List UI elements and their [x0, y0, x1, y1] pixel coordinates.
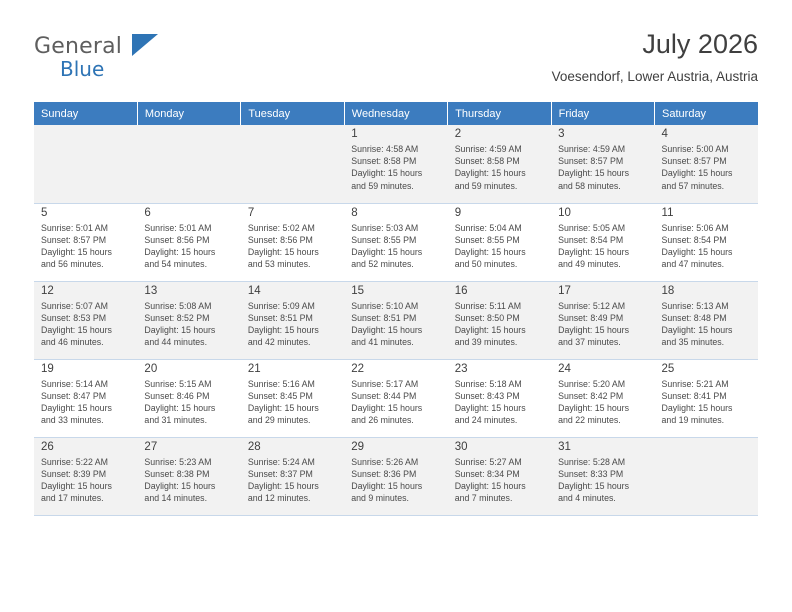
calendar-day-cell	[137, 281, 240, 359]
weekday-header-saturday: Saturday	[655, 102, 758, 125]
day-daylight-line: and 17 minutes.	[41, 493, 104, 504]
weekday-header-row	[34, 102, 758, 125]
day-number: 26	[41, 440, 54, 453]
calendar-day-cell	[448, 437, 551, 515]
day-number: 1	[351, 128, 358, 140]
day-daylight-line: and 29 minutes.	[247, 415, 311, 426]
day-sunset-line: Sunset: 8:38 PM	[144, 468, 210, 479]
calendar-day-cell	[655, 203, 758, 281]
weekday-header-thursday: Thursday	[448, 102, 551, 125]
day-daylight-line: Daylight: 15 hours	[144, 246, 216, 257]
calendar-day-cell	[34, 203, 137, 281]
day-sunrise-line: Sunrise: 5:18 AM	[454, 378, 522, 389]
day-sunrise-line: Sunrise: 5:07 AM	[41, 300, 108, 311]
day-daylight-line: and 35 minutes.	[661, 337, 725, 348]
day-number: 5	[41, 206, 48, 219]
day-daylight-line: Daylight: 15 hours	[41, 246, 112, 257]
day-sun-info	[144, 456, 234, 505]
day-daylight-line: Daylight: 15 hours	[661, 168, 733, 179]
calendar-day-cell	[655, 125, 758, 203]
calendar-day-cell	[448, 203, 551, 281]
day-sunset-line: Sunset: 8:47 PM	[41, 390, 107, 401]
day-sunrise-line: Sunrise: 5:16 AM	[247, 378, 315, 389]
day-daylight-line: Daylight: 15 hours	[558, 402, 630, 413]
day-sunrise-line: Sunrise: 5:01 AM	[144, 222, 212, 233]
day-daylight-line: Daylight: 15 hours	[454, 402, 526, 413]
day-number: 3	[558, 128, 565, 140]
day-sunrise-line: Sunrise: 5:28 AM	[558, 456, 626, 467]
day-sunset-line: Sunset: 8:53 PM	[41, 312, 107, 323]
day-number: 11	[661, 206, 674, 219]
calendar-week-row	[34, 281, 758, 359]
day-daylight-line: Daylight: 15 hours	[454, 324, 526, 335]
calendar-day-cell-empty	[34, 125, 137, 203]
day-sunrise-line: Sunrise: 5:14 AM	[41, 378, 108, 389]
day-daylight-line: and 4 minutes.	[558, 493, 616, 504]
day-daylight-line: and 42 minutes.	[247, 337, 311, 348]
calendar-day-cell-empty	[655, 437, 758, 515]
day-number: 24	[558, 362, 571, 375]
day-daylight-line: Daylight: 15 hours	[351, 480, 423, 491]
day-sunset-line: Sunset: 8:55 PM	[351, 234, 417, 245]
calendar-day-cell	[551, 359, 654, 437]
day-daylight-line: Daylight: 15 hours	[351, 246, 423, 257]
calendar-day-cell	[241, 359, 344, 437]
day-sunset-line: Sunset: 8:58 PM	[454, 156, 520, 167]
calendar-day-cell-empty	[137, 125, 240, 203]
day-sun-info	[662, 378, 752, 427]
day-daylight-line: Daylight: 15 hours	[247, 324, 319, 335]
day-sunset-line: Sunset: 8:54 PM	[558, 234, 624, 245]
day-sunset-line: Sunset: 8:37 PM	[247, 468, 313, 479]
day-sunrise-line: Sunrise: 4:59 AM	[454, 144, 522, 154]
day-sunset-line: Sunset: 8:49 PM	[558, 312, 624, 323]
day-daylight-line: Daylight: 15 hours	[661, 246, 733, 257]
day-sunset-line: Sunset: 8:43 PM	[454, 390, 520, 401]
day-daylight-line: and 59 minutes.	[454, 180, 518, 191]
day-number: 14	[247, 284, 261, 297]
day-sunset-line: Sunset: 8:57 PM	[41, 234, 107, 245]
day-number: 28	[247, 440, 261, 453]
calendar-week-row	[34, 437, 758, 515]
day-sunset-line: Sunset: 8:33 PM	[558, 468, 624, 479]
day-number: 7	[247, 206, 255, 219]
day-sun-info	[558, 222, 648, 271]
day-sun-info	[351, 378, 441, 427]
day-sunrise-line: Sunrise: 5:26 AM	[351, 456, 419, 467]
calendar-day-cell	[137, 359, 240, 437]
day-sunrise-line: Sunrise: 5:10 AM	[351, 300, 419, 311]
day-sunrise-line: Sunrise: 4:59 AM	[558, 144, 626, 154]
day-sunrise-line: Sunrise: 5:27 AM	[454, 456, 522, 467]
day-daylight-line: and 41 minutes.	[351, 337, 414, 348]
day-daylight-line: and 58 minutes.	[558, 180, 621, 191]
day-daylight-line: and 54 minutes.	[144, 259, 208, 270]
day-daylight-line: and 22 minutes.	[558, 415, 621, 426]
day-daylight-line: and 31 minutes.	[144, 415, 208, 426]
day-daylight-line: and 39 minutes.	[454, 337, 518, 348]
day-daylight-line: and 37 minutes.	[558, 337, 621, 348]
day-daylight-line: and 59 minutes.	[351, 180, 414, 191]
day-sunrise-line: Sunrise: 5:08 AM	[144, 300, 212, 311]
calendar-week-row	[34, 359, 758, 437]
day-daylight-line: and 47 minutes.	[661, 259, 725, 270]
day-number: 13	[144, 284, 158, 297]
day-sunset-line: Sunset: 8:34 PM	[454, 468, 520, 479]
page-header	[34, 28, 758, 90]
calendar-week-row	[34, 125, 758, 203]
day-sunrise-line: Sunrise: 5:05 AM	[558, 222, 626, 233]
calendar-day-cell	[551, 203, 654, 281]
day-daylight-line: Daylight: 15 hours	[558, 168, 630, 179]
day-sunset-line: Sunset: 8:41 PM	[661, 390, 727, 401]
day-number: 22	[351, 362, 365, 375]
day-sun-info	[351, 143, 441, 192]
day-sun-info	[455, 222, 545, 271]
logo-primary-text: General	[34, 34, 123, 59]
day-daylight-line: and 33 minutes.	[41, 415, 104, 426]
day-daylight-line: and 49 minutes.	[558, 259, 621, 270]
page-title: July 2026	[642, 29, 758, 59]
day-daylight-line: Daylight: 15 hours	[41, 480, 112, 491]
day-sunrise-line: Sunrise: 5:22 AM	[41, 456, 108, 467]
day-daylight-line: Daylight: 15 hours	[454, 480, 526, 491]
day-sunrise-line: Sunrise: 5:13 AM	[661, 300, 729, 311]
day-daylight-line: Daylight: 15 hours	[247, 246, 319, 257]
day-sunset-line: Sunset: 8:57 PM	[558, 156, 624, 167]
calendar-day-cell	[448, 359, 551, 437]
day-sun-info	[351, 456, 441, 505]
day-daylight-line: Daylight: 15 hours	[247, 480, 319, 491]
calendar-day-cell	[655, 359, 758, 437]
calendar-day-cell	[344, 437, 447, 515]
day-number: 25	[661, 362, 675, 375]
day-daylight-line: Daylight: 15 hours	[41, 324, 112, 335]
day-number: 9	[454, 206, 462, 219]
day-daylight-line: and 57 minutes.	[661, 180, 725, 191]
day-sunrise-line: Sunrise: 5:20 AM	[558, 378, 626, 389]
day-number: 30	[454, 440, 468, 453]
day-daylight-line: Daylight: 15 hours	[558, 480, 630, 491]
day-sun-info	[144, 222, 234, 271]
day-sunrise-line: Sunrise: 4:58 AM	[351, 144, 419, 154]
day-number: 12	[41, 284, 54, 297]
day-daylight-line: and 24 minutes.	[454, 415, 518, 426]
day-sun-info	[558, 143, 648, 192]
calendar-day-cell	[34, 437, 137, 515]
day-number: 15	[351, 284, 365, 297]
day-sun-info	[351, 300, 441, 349]
day-sunrise-line: Sunrise: 5:01 AM	[41, 222, 108, 233]
day-sun-info	[662, 222, 752, 271]
calendar-day-cell	[344, 359, 447, 437]
day-sunrise-line: Sunrise: 5:04 AM	[454, 222, 522, 233]
day-number: 8	[351, 206, 358, 219]
calendar-day-cell	[241, 281, 344, 359]
general-blue-logo	[34, 28, 214, 81]
day-sunset-line: Sunset: 8:55 PM	[454, 234, 520, 245]
day-sun-info	[144, 300, 234, 349]
day-sunset-line: Sunset: 8:42 PM	[558, 390, 624, 401]
day-sunset-line: Sunset: 8:58 PM	[351, 156, 417, 167]
day-sun-info	[351, 222, 441, 271]
day-sun-info	[41, 378, 131, 427]
day-sunrise-line: Sunrise: 5:24 AM	[247, 456, 315, 467]
calendar-body	[34, 125, 758, 515]
day-sunrise-line: Sunrise: 5:00 AM	[661, 144, 729, 154]
day-sunrise-line: Sunrise: 5:17 AM	[351, 378, 419, 389]
day-daylight-line: Daylight: 15 hours	[144, 480, 216, 491]
day-daylight-line: and 56 minutes.	[41, 259, 104, 270]
title-block	[552, 28, 758, 84]
day-sunset-line: Sunset: 8:51 PM	[247, 312, 313, 323]
day-daylight-line: and 44 minutes.	[144, 337, 208, 348]
day-sunset-line: Sunset: 8:50 PM	[454, 312, 520, 323]
location-subtitle: Voesendorf, Lower Austria, Austria	[551, 68, 758, 84]
calendar-day-cell	[551, 437, 654, 515]
day-number: 17	[558, 284, 571, 297]
day-daylight-line: and 12 minutes.	[247, 493, 311, 504]
calendar-day-cell-empty	[241, 125, 344, 203]
day-daylight-line: and 52 minutes.	[351, 259, 414, 270]
calendar-day-cell	[241, 203, 344, 281]
day-daylight-line: and 46 minutes.	[41, 337, 104, 348]
calendar-day-cell	[448, 125, 551, 203]
calendar-day-cell	[34, 281, 137, 359]
calendar-day-cell	[655, 281, 758, 359]
day-sunset-line: Sunset: 8:39 PM	[41, 468, 107, 479]
day-sun-info	[558, 456, 648, 505]
day-number: 19	[41, 362, 54, 375]
day-sun-info	[558, 378, 648, 427]
day-sun-info	[455, 300, 545, 349]
day-daylight-line: Daylight: 15 hours	[454, 246, 526, 257]
day-sunrise-line: Sunrise: 5:23 AM	[144, 456, 212, 467]
day-number: 4	[661, 128, 668, 140]
calendar-day-cell	[34, 359, 137, 437]
calendar-day-cell	[344, 281, 447, 359]
day-sun-info	[558, 300, 648, 349]
day-daylight-line: and 7 minutes.	[454, 493, 513, 504]
calendar-day-cell	[344, 203, 447, 281]
day-sun-info	[248, 222, 338, 271]
day-sun-info	[662, 300, 752, 349]
day-number: 31	[558, 440, 571, 453]
day-daylight-line: and 14 minutes.	[144, 493, 208, 504]
day-sun-info	[41, 456, 131, 505]
day-sun-info	[455, 143, 545, 192]
day-daylight-line: and 50 minutes.	[454, 259, 518, 270]
day-number: 16	[454, 284, 468, 297]
calendar-week-row	[34, 203, 758, 281]
weekday-header-friday: Friday	[551, 102, 654, 125]
day-daylight-line: Daylight: 15 hours	[558, 246, 630, 257]
day-number: 23	[454, 362, 468, 375]
calendar-day-cell	[344, 125, 447, 203]
day-sunrise-line: Sunrise: 5:21 AM	[661, 378, 729, 389]
day-sunset-line: Sunset: 8:52 PM	[144, 312, 210, 323]
day-daylight-line: Daylight: 15 hours	[351, 324, 423, 335]
day-daylight-line: and 53 minutes.	[247, 259, 311, 270]
weekday-header-monday: Monday	[137, 102, 240, 125]
day-sunrise-line: Sunrise: 5:12 AM	[558, 300, 626, 311]
day-sun-info	[662, 143, 752, 192]
calendar-day-cell	[448, 281, 551, 359]
day-daylight-line: Daylight: 15 hours	[351, 402, 423, 413]
day-number: 21	[247, 362, 261, 375]
day-sunrise-line: Sunrise: 5:06 AM	[661, 222, 729, 233]
calendar-day-cell	[551, 125, 654, 203]
day-sun-info	[41, 222, 131, 271]
day-sunset-line: Sunset: 8:36 PM	[351, 468, 417, 479]
calendar-day-cell	[241, 437, 344, 515]
day-sunset-line: Sunset: 8:45 PM	[247, 390, 313, 401]
day-daylight-line: Daylight: 15 hours	[558, 324, 630, 335]
day-daylight-line: Daylight: 15 hours	[41, 402, 112, 413]
day-sunrise-line: Sunrise: 5:15 AM	[144, 378, 212, 389]
sunrise-sunset-calendar-table	[34, 102, 758, 516]
day-daylight-line: Daylight: 15 hours	[144, 324, 216, 335]
day-number: 27	[144, 440, 158, 453]
day-sunset-line: Sunset: 8:46 PM	[144, 390, 210, 401]
weekday-header-tuesday: Tuesday	[241, 102, 344, 125]
weekday-header-sunday: Sunday	[34, 102, 137, 125]
day-number: 29	[351, 440, 365, 453]
day-sun-info	[248, 378, 338, 427]
day-sunset-line: Sunset: 8:48 PM	[661, 312, 727, 323]
day-sunrise-line: Sunrise: 5:11 AM	[454, 300, 522, 311]
calendar-day-cell	[137, 203, 240, 281]
day-sunset-line: Sunset: 8:57 PM	[661, 156, 727, 167]
day-sun-info	[248, 300, 338, 349]
day-sunset-line: Sunset: 8:56 PM	[144, 234, 210, 245]
blue-flag-icon	[132, 34, 158, 56]
day-number: 6	[144, 206, 151, 219]
day-daylight-line: Daylight: 15 hours	[247, 402, 319, 413]
day-daylight-line: Daylight: 15 hours	[144, 402, 216, 413]
day-sun-info	[248, 456, 338, 505]
day-number: 10	[558, 206, 571, 219]
day-number: 20	[144, 362, 158, 375]
logo-secondary-text: Blue	[60, 57, 105, 81]
day-number: 2	[454, 128, 462, 140]
day-daylight-line: and 9 minutes.	[351, 493, 409, 504]
day-daylight-line: Daylight: 15 hours	[454, 168, 526, 179]
day-sunset-line: Sunset: 8:51 PM	[351, 312, 417, 323]
day-sunset-line: Sunset: 8:56 PM	[247, 234, 313, 245]
day-daylight-line: Daylight: 15 hours	[661, 324, 733, 335]
day-sunset-line: Sunset: 8:44 PM	[351, 390, 417, 401]
day-sunrise-line: Sunrise: 5:02 AM	[247, 222, 315, 233]
day-daylight-line: Daylight: 15 hours	[351, 168, 423, 179]
day-sun-info	[455, 378, 545, 427]
day-daylight-line: Daylight: 15 hours	[661, 402, 733, 413]
day-sun-info	[455, 456, 545, 505]
weekday-header-wednesday: Wednesday	[344, 102, 447, 125]
day-sun-info	[41, 300, 131, 349]
calendar-day-cell	[551, 281, 654, 359]
calendar-day-cell	[137, 437, 240, 515]
day-sunrise-line: Sunrise: 5:03 AM	[351, 222, 419, 233]
day-daylight-line: and 26 minutes.	[351, 415, 414, 426]
day-number: 18	[661, 284, 675, 297]
day-sunset-line: Sunset: 8:54 PM	[661, 234, 727, 245]
day-daylight-line: and 19 minutes.	[661, 415, 725, 426]
day-sun-info	[144, 378, 234, 427]
day-sunrise-line: Sunrise: 5:09 AM	[247, 300, 315, 311]
